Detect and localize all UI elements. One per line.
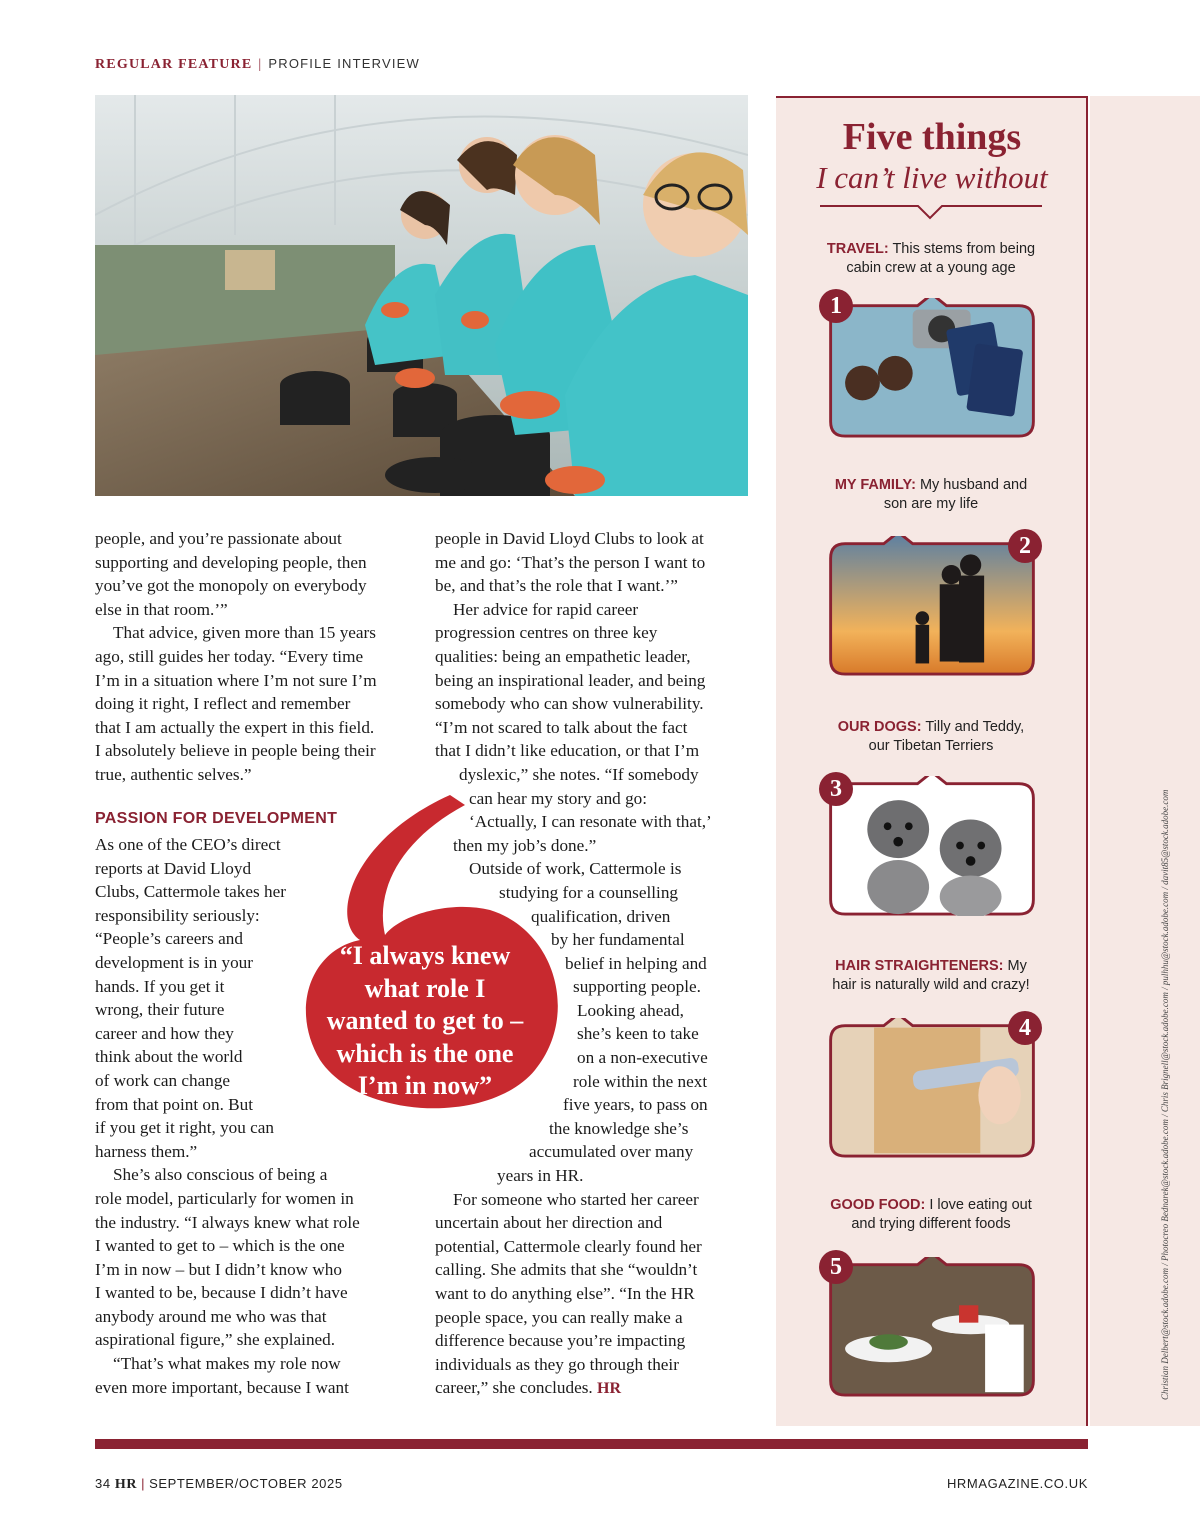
item-number: 2: [1008, 529, 1042, 563]
item-line: My husband and: [919, 477, 1028, 493]
col2-line: potential, Cattermole clearly found her: [435, 1236, 702, 1256]
col1-line: people, and you’re passionate about: [95, 529, 342, 548]
col2-line: accumulated over many: [529, 1142, 694, 1162]
col2-line: calling. She admits that she “wouldn’t: [435, 1260, 698, 1280]
col1b-line: She’s also conscious of being a: [113, 1165, 328, 1185]
col2-last-line: career,” she concludes.: [435, 1378, 593, 1398]
subhead: PASSION FOR DEVELOPMENT: [95, 810, 338, 827]
col1-line: you’ve got the monopoly on everybody: [95, 576, 367, 596]
sidebar-item-dogs: [796, 718, 1066, 756]
item-line: son are my life: [883, 496, 979, 512]
col1b-line: harness them.”: [95, 1141, 198, 1161]
col2-line: Outside of work, Cattermole is: [469, 859, 682, 879]
pull-quote-line: I’m in now”: [357, 1071, 493, 1100]
col2-line: qualification, driven: [531, 906, 671, 926]
col2-line: role within the next: [573, 1071, 708, 1091]
food-image: [822, 1257, 1042, 1397]
item-number: 5: [819, 1250, 853, 1284]
col2-line: on a non-executive: [577, 1048, 708, 1068]
col1b-line: think about the world: [95, 1047, 243, 1067]
col2-line: be, and that’s the role that I want.’”: [435, 576, 678, 596]
footer-divider: |: [141, 1476, 146, 1491]
col2-line: [435, 1376, 755, 1401]
hair-straightener-image: [822, 1018, 1042, 1158]
item-label: HAIR STRAIGHTENERS:: [835, 958, 1004, 974]
col2-line: by her fundamental: [551, 930, 685, 950]
col1b-line: anybody around me who was that: [95, 1306, 327, 1326]
col2-line: Looking ahead,: [577, 1000, 684, 1020]
col1-line: I’m in a situation where I’m not sure I’m: [95, 670, 377, 690]
col2-line: “I’m not scared to talk about the fact: [435, 717, 688, 737]
sidebar-subtitle: I can’t live without: [816, 160, 1048, 195]
col1b-line: if you get it right, you can: [95, 1118, 275, 1138]
col1b-line: As one of the CEO’s direct: [95, 835, 281, 854]
item-line: our Tibetan Terriers: [868, 738, 994, 754]
article-column-1: [95, 527, 415, 787]
col2-line: belief in helping and: [565, 953, 707, 973]
item-label: TRAVEL:: [826, 241, 889, 257]
col1b-line: of work can change: [95, 1070, 231, 1090]
dogs-image: [822, 776, 1042, 916]
col2-line: progression centres on three key: [435, 623, 658, 643]
col2-line: me and go: ‘That’s the person I want to: [435, 552, 706, 572]
photo-credit: Christian Delbert@stock.adobe.com / Photocreo Bednarek@stock.adobe.com / Chris Brignell@stock.adobe.com / pulhhu@stock.adobe.com / davit85@stock.adobe.com: [1160, 789, 1170, 1400]
col2-line: ‘Actually, I can resonate with that,’: [469, 812, 712, 832]
issue-date: SEPTEMBER/OCTOBER 2025: [149, 1476, 343, 1491]
travel-image: [822, 298, 1042, 438]
col1b-line: career and how they: [95, 1023, 234, 1043]
footer-left: [95, 1476, 343, 1493]
col2-line: the knowledge she’s: [549, 1118, 689, 1138]
item-number: 4: [1008, 1011, 1042, 1045]
item-number: 1: [819, 289, 853, 323]
footer-bar: [95, 1439, 1088, 1449]
col1b-line: from that point on. But: [95, 1094, 254, 1114]
item-line: and trying different foods: [851, 1216, 1011, 1232]
col1b-line: development is in your: [95, 952, 254, 972]
title-underline: [820, 198, 1045, 224]
item-number: 3: [819, 772, 853, 806]
item-line: This stems from being: [892, 241, 1036, 257]
family-image: [822, 536, 1042, 676]
col1b-line: “People’s careers and: [95, 929, 243, 949]
article-column-2: [435, 527, 755, 1401]
subsection-label: PROFILE INTERVIEW: [268, 56, 421, 71]
col2-line: qualities: being an empathetic leader,: [435, 646, 691, 666]
col1b-line: responsibility seriously:: [95, 905, 260, 925]
col1b-line: wrong, their future: [95, 1000, 225, 1020]
page-number: 34: [95, 1476, 111, 1491]
section-label: REGULAR FEATURE: [95, 57, 253, 72]
col2-line: want to do anything else”. “In the HR: [435, 1284, 695, 1303]
col1-line: That advice, given more than 15 years: [113, 623, 376, 643]
sidebar-item-good-food: [796, 1196, 1066, 1234]
pull-quote-line: wanted to get to –: [326, 1006, 524, 1035]
website-link[interactable]: HRMAGAZINE.CO.UK: [946, 1476, 1088, 1491]
header-divider: |: [258, 57, 263, 72]
item-label: OUR DOGS:: [837, 719, 922, 735]
col1b-line: aspirational figure,” she explained.: [95, 1330, 336, 1350]
sidebar-item-hair-straighteners: [796, 957, 1066, 995]
sidebar-item-travel: [796, 240, 1066, 278]
col1-line: I absolutely believe in people being their: [95, 741, 376, 761]
col2-line: difference because you’re impacting: [435, 1331, 686, 1351]
col1-line: doing it right, I reflect and remember: [95, 694, 351, 714]
col1b-line: I’m in now – but I didn’t know who: [95, 1259, 342, 1279]
sidebar-stripe: [1090, 96, 1200, 1426]
item-line: cabin crew at a young age: [846, 260, 1016, 276]
col1-line: else in that room.’”: [95, 599, 228, 619]
col2-line: years in HR.: [497, 1166, 584, 1186]
greenhouse-illustration: [95, 95, 748, 496]
col2-line: dyslexic,” she notes. “If somebody: [459, 764, 699, 784]
col2-line: uncertain about her direction and: [435, 1213, 663, 1233]
item-label: GOOD FOOD:: [830, 1197, 926, 1213]
pull-quote-line: “I always knew: [339, 941, 511, 970]
col1b-line: I wanted to be, because I didn’t have: [95, 1283, 348, 1303]
item-line: I love eating out: [929, 1197, 1032, 1213]
col2-line: then my job’s done.”: [453, 835, 597, 855]
col2-line: somebody who can show vulnerability.: [435, 694, 704, 714]
col2-line: five years, to pass on: [563, 1095, 708, 1115]
col2-line: Her advice for rapid career: [453, 599, 639, 619]
col1b-line: the industry. “I always knew what role: [95, 1212, 360, 1232]
end-mark: HR: [597, 1380, 622, 1398]
item-line: hair is naturally wild and crazy!: [832, 977, 1030, 993]
col2-line: For someone who started her career: [453, 1189, 699, 1209]
col1b-line: even more important, because I want: [95, 1377, 349, 1397]
col1b-line: role model, particularly for women in: [95, 1188, 354, 1208]
col2-line: people in David Lloyd Clubs to look at: [435, 529, 704, 548]
col1b-line: Clubs, Cattermole takes her: [95, 882, 286, 902]
col2-line: people space, you can really make a: [435, 1307, 683, 1327]
pull-quote-line: what role I: [364, 973, 486, 1003]
col2-line: being an inspirational leader, and being: [435, 670, 706, 690]
col1-line: ago, still guides her today. “Every time: [95, 646, 364, 666]
article-column-1b: [95, 833, 415, 1399]
col1-line: true, authentic selves.”: [95, 764, 252, 784]
sidebar-item-family: [796, 476, 1066, 514]
col2-line: individuals as they go through their: [435, 1354, 679, 1374]
col2-line: studying for a counselling: [499, 882, 679, 902]
sidebar-title: Five things: [842, 116, 1022, 158]
item-label: MY FAMILY:: [834, 477, 916, 493]
greenhouse-photo: [95, 95, 748, 496]
pull-quote-line: which is the one: [336, 1038, 514, 1068]
col1b-line: hands. If you get it: [95, 976, 225, 996]
col2-line: supporting people.: [573, 977, 701, 997]
col2-line: she’s keen to take: [577, 1024, 699, 1044]
col2-line: that I didn’t like education, or that I’m: [435, 741, 700, 761]
magazine-name: HR: [114, 1477, 138, 1492]
section-header: [95, 56, 420, 73]
col2-line: can hear my story and go:: [469, 788, 648, 808]
col1-line: supporting and developing people, then: [95, 552, 367, 572]
col1b-line: I wanted to get to – which is the one: [95, 1236, 345, 1256]
col1-line: that I am actually the expert in this field.: [95, 717, 375, 737]
col1b-line: reports at David Lloyd: [95, 858, 252, 878]
col1b-line: “That’s what makes my role now: [113, 1354, 341, 1374]
item-line: Tilly and Teddy,: [925, 719, 1025, 735]
item-line: My: [1007, 958, 1027, 974]
